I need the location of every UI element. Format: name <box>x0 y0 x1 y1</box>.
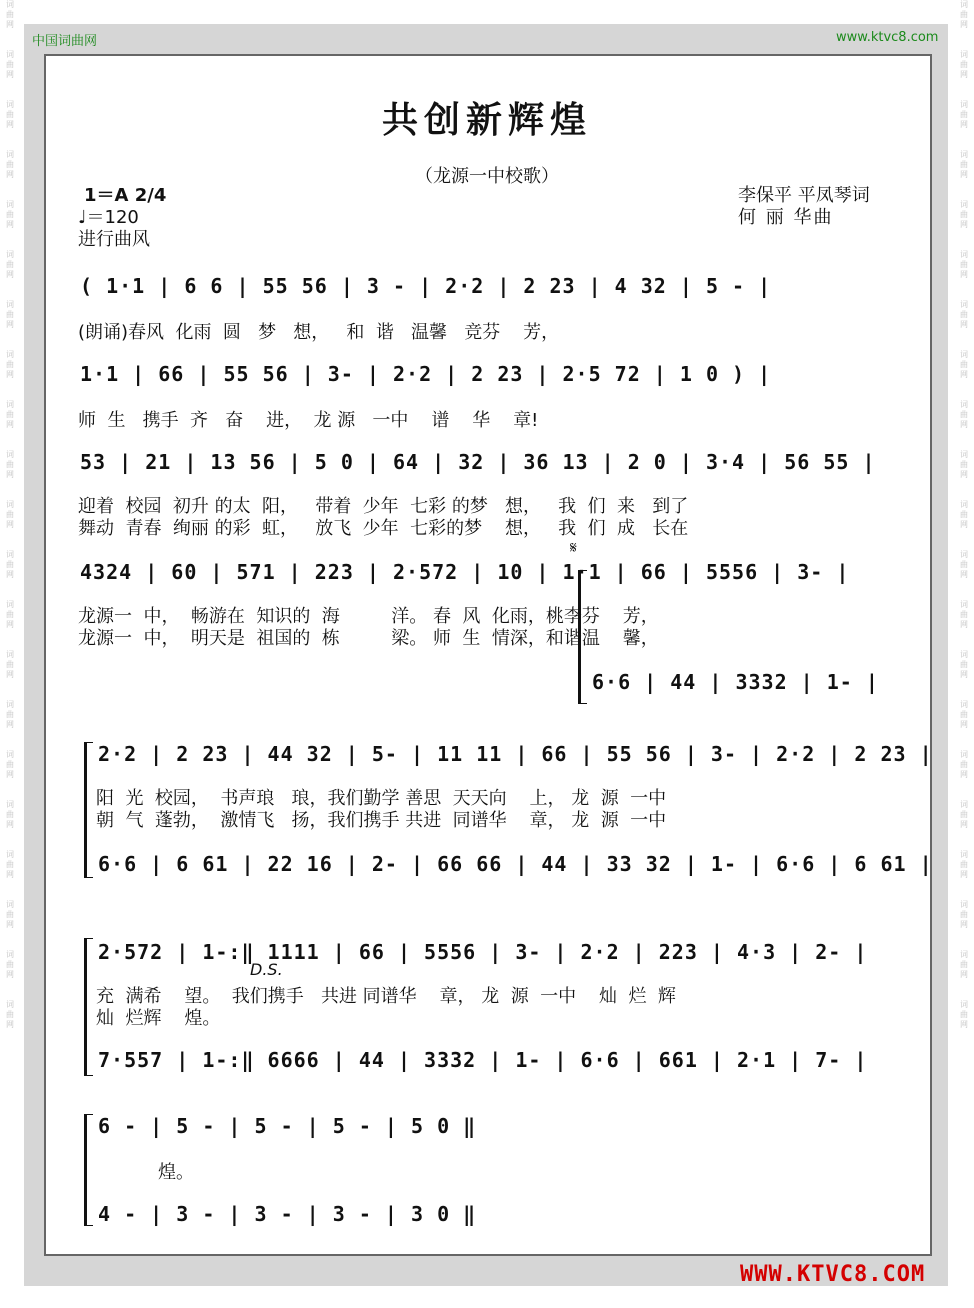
side-watermark-glyph: 曲 <box>6 510 14 519</box>
side-watermark-glyph: 曲 <box>6 860 14 869</box>
notation-line-6: 2·572 | 1-:‖ 1111 | 66 | 5556 | 3- | 2·2 | 223 | 4·3 | 2- | <box>98 940 868 964</box>
side-watermark-glyph: 词 <box>960 300 968 309</box>
side-watermark-gap <box>2 680 18 700</box>
side-watermark-glyph: 词 <box>960 250 968 259</box>
side-watermark-gap <box>2 980 18 1000</box>
side-watermark-glyph: 曲 <box>960 10 968 19</box>
song-subtitle: （龙源一中校歌） <box>415 166 559 187</box>
side-watermark-glyph: 曲 <box>6 760 14 769</box>
lyric-line-6-verse-2: 灿 烂辉 煌。 <box>96 1008 221 1029</box>
side-watermark-glyph: 词 <box>960 450 968 459</box>
side-watermark-glyph: 网 <box>960 1020 968 1029</box>
side-watermark-glyph: 词 <box>6 100 14 109</box>
side-watermark-glyph: 网 <box>960 120 968 129</box>
side-watermark-glyph: 曲 <box>6 660 14 669</box>
side-watermark-glyph: 网 <box>960 570 968 579</box>
side-watermark-glyph: 曲 <box>960 460 968 469</box>
right-side-watermark-column <box>956 0 972 1308</box>
side-watermark-glyph: 网 <box>960 320 968 329</box>
side-watermark-glyph: 词 <box>960 900 968 909</box>
side-watermark-gap <box>2 30 18 50</box>
side-watermark-glyph: 曲 <box>960 410 968 419</box>
side-watermark-glyph: 网 <box>960 170 968 179</box>
side-watermark-glyph: 词 <box>6 450 14 459</box>
side-watermark-glyph: 词 <box>960 850 968 859</box>
tempo-marking: ♩＝120 <box>78 207 139 228</box>
side-watermark-glyph: 词 <box>960 100 968 109</box>
notation-line-3: 53 | 21 | 13 56 | 5 0 | 64 | 32 | 36 13 | 2 0 | 3·4 | 56 55 | <box>80 450 876 474</box>
side-watermark-glyph: 网 <box>960 720 968 729</box>
lower-notation-line-5: 6·6 | 6 61 | 22 16 | 2- | 66 66 | 44 | 33 32 | 1- | 6·6 | 6 61 | <box>98 852 933 876</box>
lyric-line-6-verse-1: 充 满希 望。 我们携手 共进 同谱华 章， 龙 源 一中 灿 烂 辉 <box>96 986 676 1007</box>
ktvc8-watermark: WWW.KTVC8.COM <box>740 1262 926 1287</box>
side-watermark-glyph: 词 <box>6 350 14 359</box>
side-watermark-glyph: 曲 <box>6 210 14 219</box>
side-watermark-gap <box>956 580 972 600</box>
side-watermark-glyph: 网 <box>960 620 968 629</box>
side-watermark-gap <box>956 680 972 700</box>
notation-line-1: ( 1·1 | 6 6 | 55 56 | 3 - | 2·2 | 2 23 | 4 32 | 5 - | <box>80 274 772 298</box>
side-watermark-glyph: 网 <box>6 20 14 29</box>
side-watermark-glyph: 词 <box>960 500 968 509</box>
side-watermark-glyph: 曲 <box>6 1010 14 1019</box>
system-bracket-6 <box>84 938 93 1076</box>
side-watermark-glyph: 网 <box>6 420 14 429</box>
side-watermark-glyph: 曲 <box>960 110 968 119</box>
side-watermark-gap <box>2 580 18 600</box>
page-inner-frame <box>44 54 932 1256</box>
side-watermark-glyph: 词 <box>6 400 14 409</box>
notation-line-7: 6 - | 5 - | 5 - | 5 - | 5 0 ‖ <box>98 1114 477 1138</box>
side-watermark-glyph: 词 <box>6 500 14 509</box>
side-watermark-gap <box>2 480 18 500</box>
system-bracket-4 <box>578 570 587 704</box>
side-watermark-glyph: 网 <box>960 470 968 479</box>
side-watermark-glyph: 曲 <box>960 510 968 519</box>
segno-sign: 𝄋 <box>570 538 577 557</box>
side-watermark-glyph: 曲 <box>960 960 968 969</box>
side-watermark-glyph: 网 <box>6 120 14 129</box>
side-watermark-gap <box>2 280 18 300</box>
side-watermark-glyph: 词 <box>6 1000 14 1009</box>
side-watermark-gap <box>956 1030 972 1050</box>
side-watermark-glyph: 曲 <box>6 710 14 719</box>
lyric-line-5-verse-2: 朝 气 蓬勃， 激情飞 扬，我们携手 共进 同谱华 章， 龙 源 一中 <box>96 810 667 831</box>
composer-credit: 何 丽 华曲 <box>738 207 834 228</box>
side-watermark-glyph: 曲 <box>960 260 968 269</box>
side-watermark-glyph: 网 <box>960 520 968 529</box>
side-watermark-glyph: 词 <box>960 200 968 209</box>
side-watermark-glyph: 网 <box>6 470 14 479</box>
side-watermark-glyph: 曲 <box>6 60 14 69</box>
side-watermark-glyph: 词 <box>6 800 14 809</box>
side-watermark-glyph: 曲 <box>6 310 14 319</box>
side-watermark-glyph: 词 <box>960 650 968 659</box>
song-title: 共创新辉煌 <box>381 99 592 141</box>
side-watermark-glyph: 词 <box>960 800 968 809</box>
side-watermark-gap <box>956 330 972 350</box>
side-watermark-glyph: 词 <box>6 750 14 759</box>
side-watermark-glyph: 网 <box>6 520 14 529</box>
side-watermark-glyph: 网 <box>960 920 968 929</box>
side-watermark-glyph: 网 <box>6 320 14 329</box>
side-watermark-gap <box>2 630 18 650</box>
side-watermark-glyph: 曲 <box>960 560 968 569</box>
lower-notation-line-4: 6·6 | 44 | 3332 | 1- | <box>592 670 879 694</box>
side-watermark-glyph: 曲 <box>6 910 14 919</box>
side-watermark-gap <box>2 930 18 950</box>
side-watermark-gap <box>2 230 18 250</box>
side-watermark-glyph: 曲 <box>6 360 14 369</box>
side-watermark-gap <box>2 880 18 900</box>
side-watermark-glyph: 曲 <box>6 110 14 119</box>
side-watermark-gap <box>2 1030 18 1050</box>
side-watermark-glyph: 网 <box>6 570 14 579</box>
side-watermark-glyph: 曲 <box>6 10 14 19</box>
side-watermark-gap <box>956 480 972 500</box>
side-watermark-glyph: 网 <box>960 420 968 429</box>
side-watermark-glyph: 曲 <box>6 460 14 469</box>
side-watermark-glyph: 曲 <box>960 610 968 619</box>
lyric-line-7: 煌。 <box>158 1162 194 1183</box>
side-watermark-gap <box>2 380 18 400</box>
lower-notation-line-7: 4 - | 3 - | 3 - | 3 - | 3 0 ‖ <box>98 1202 477 1226</box>
lower-notation-line-6: 7·557 | 1-:‖ 6666 | 44 | 3332 | 1- | 6·6 | 661 | 2·1 | 7- | <box>98 1048 868 1072</box>
side-watermark-glyph: 词 <box>6 150 14 159</box>
notation-line-4: 4324 | 60 | 571 | 223 | 2·572 | 10 | 1·1 | 66 | 5556 | 3- | <box>80 560 850 584</box>
side-watermark-glyph: 曲 <box>960 60 968 69</box>
side-watermark-glyph: 网 <box>960 270 968 279</box>
side-watermark-glyph: 曲 <box>6 960 14 969</box>
side-watermark-glyph: 曲 <box>6 560 14 569</box>
side-watermark-gap <box>956 630 972 650</box>
side-watermark-glyph: 词 <box>6 700 14 709</box>
side-watermark-glyph: 词 <box>6 950 14 959</box>
side-watermark-glyph: 词 <box>960 700 968 709</box>
side-watermark-glyph: 网 <box>960 770 968 779</box>
side-watermark-glyph: 曲 <box>960 360 968 369</box>
side-watermark-glyph: 词 <box>960 550 968 559</box>
lyricist-credit: 李保平 平凤琴词 <box>738 185 870 206</box>
side-watermark-gap <box>956 780 972 800</box>
side-watermark-glyph: 网 <box>960 820 968 829</box>
left-side-watermark-column <box>2 0 18 1308</box>
side-watermark-glyph: 网 <box>6 720 14 729</box>
side-watermark-glyph: 网 <box>6 920 14 929</box>
side-watermark-glyph: 曲 <box>960 660 968 669</box>
side-watermark-glyph: 曲 <box>960 310 968 319</box>
side-watermark-glyph: 曲 <box>960 710 968 719</box>
side-watermark-glyph: 网 <box>6 1020 14 1029</box>
side-watermark-glyph: 词 <box>960 1000 968 1009</box>
side-watermark-glyph: 网 <box>960 20 968 29</box>
side-watermark-gap <box>2 780 18 800</box>
notation-line-2: 1·1 | 66 | 55 56 | 3- | 2·2 | 2 23 | 2·5 72 | 1 0 ) | <box>80 362 772 386</box>
side-watermark-glyph: 曲 <box>6 260 14 269</box>
lyric-line-4-verse-2: 龙源一 中， 明天是 祖国的 栋 梁。 师 生 情深，和谐温 馨， <box>78 628 659 649</box>
side-watermark-gap <box>956 930 972 950</box>
side-watermark-gap <box>956 730 972 750</box>
system-bracket-5 <box>84 742 93 878</box>
side-watermark-gap <box>956 230 972 250</box>
lyric-line-3-verse-1: 迎着 校园 初升 的太 阳， 带着 少年 七彩 的梦 想， 我 们 来 到了 <box>78 496 689 517</box>
side-watermark-glyph: 网 <box>6 620 14 629</box>
side-watermark-glyph: 网 <box>6 70 14 79</box>
side-watermark-glyph: 曲 <box>6 810 14 819</box>
system-bracket-7 <box>84 1114 93 1226</box>
side-watermark-gap <box>2 830 18 850</box>
side-watermark-glyph: 词 <box>6 850 14 859</box>
lyric-line-2: 师 生 携手 齐 奋 进， 龙 源 一中 谱 华 章! <box>78 410 539 431</box>
side-watermark-glyph: 网 <box>960 970 968 979</box>
side-watermark-glyph: 网 <box>6 670 14 679</box>
side-watermark-glyph: 词 <box>960 150 968 159</box>
side-watermark-glyph: 词 <box>6 200 14 209</box>
side-watermark-glyph: 词 <box>6 250 14 259</box>
side-watermark-glyph: 词 <box>6 650 14 659</box>
side-watermark-glyph: 网 <box>6 170 14 179</box>
side-watermark-glyph: 词 <box>6 600 14 609</box>
side-watermark-gap <box>956 830 972 850</box>
side-watermark-gap <box>956 430 972 450</box>
side-watermark-glyph: 词 <box>6 550 14 559</box>
side-watermark-glyph: 网 <box>6 820 14 829</box>
lyric-line-1: (朗诵)春风 化雨 圆 梦 想， 和 谐 温馨 竞芬 芳， <box>78 322 560 343</box>
side-watermark-glyph: 网 <box>960 70 968 79</box>
key-signature: 1＝A 2/4 <box>84 185 167 206</box>
side-watermark-glyph: 曲 <box>960 760 968 769</box>
side-watermark-glyph: 词 <box>960 400 968 409</box>
side-watermark-glyph: 网 <box>960 370 968 379</box>
side-watermark-glyph: 词 <box>6 0 14 9</box>
notation-line-5: 2·2 | 2 23 | 44 32 | 5- | 11 11 | 66 | 55 56 | 3- | 2·2 | 2 23 | <box>98 742 933 766</box>
side-watermark-glyph: 网 <box>960 670 968 679</box>
side-watermark-gap <box>2 730 18 750</box>
side-watermark-gap <box>956 380 972 400</box>
side-watermark-glyph: 曲 <box>6 410 14 419</box>
side-watermark-glyph: 词 <box>960 600 968 609</box>
side-watermark-gap <box>956 30 972 50</box>
side-watermark-glyph: 曲 <box>960 860 968 869</box>
side-watermark-glyph: 词 <box>960 750 968 759</box>
side-watermark-glyph: 词 <box>6 50 14 59</box>
lyric-line-5-verse-1: 阳 光 校园， 书声琅 琅，我们勤学 善思 天天向 上， 龙 源 一中 <box>96 788 667 809</box>
side-watermark-glyph: 曲 <box>6 610 14 619</box>
side-watermark-gap <box>2 530 18 550</box>
side-watermark-glyph: 曲 <box>960 810 968 819</box>
side-watermark-glyph: 曲 <box>960 1010 968 1019</box>
side-watermark-gap <box>956 880 972 900</box>
lyric-line-3-verse-2: 舞动 青春 绚丽 的彩 虹， 放飞 少年 七彩的梦 想， 我 们 成 长在 <box>78 518 689 539</box>
style-marking: 进行曲风 <box>78 229 150 250</box>
side-watermark-gap <box>2 430 18 450</box>
side-watermark-glyph: 网 <box>960 220 968 229</box>
side-watermark-glyph: 曲 <box>6 160 14 169</box>
side-watermark-glyph: 网 <box>960 870 968 879</box>
side-watermark-glyph: 网 <box>6 970 14 979</box>
side-watermark-glyph: 网 <box>6 220 14 229</box>
side-watermark-glyph: 词 <box>960 50 968 59</box>
side-watermark-glyph: 网 <box>6 270 14 279</box>
side-watermark-gap <box>956 530 972 550</box>
side-watermark-gap <box>956 280 972 300</box>
side-watermark-glyph: 曲 <box>960 210 968 219</box>
side-watermark-gap <box>2 330 18 350</box>
side-watermark-glyph: 网 <box>6 370 14 379</box>
side-watermark-glyph: 词 <box>960 950 968 959</box>
side-watermark-glyph: 网 <box>6 870 14 879</box>
side-watermark-gap <box>956 980 972 1000</box>
side-watermark-glyph: 曲 <box>960 160 968 169</box>
side-watermark-glyph: 词 <box>6 300 14 309</box>
site-name-left[interactable]: 中国词曲网 <box>32 34 98 49</box>
side-watermark-glyph: 网 <box>6 770 14 779</box>
lyric-line-4-verse-1: 龙源一 中， 畅游在 知识的 海 洋。 春 风 化雨，桃李芬 芳， <box>78 606 659 627</box>
ds-marking: D.S. <box>250 960 283 979</box>
side-watermark-glyph: 词 <box>960 0 968 9</box>
site-url-right[interactable]: www.ktvc8.com <box>836 30 939 45</box>
side-watermark-glyph: 词 <box>6 900 14 909</box>
side-watermark-glyph: 词 <box>960 350 968 359</box>
side-watermark-glyph: 曲 <box>960 910 968 919</box>
